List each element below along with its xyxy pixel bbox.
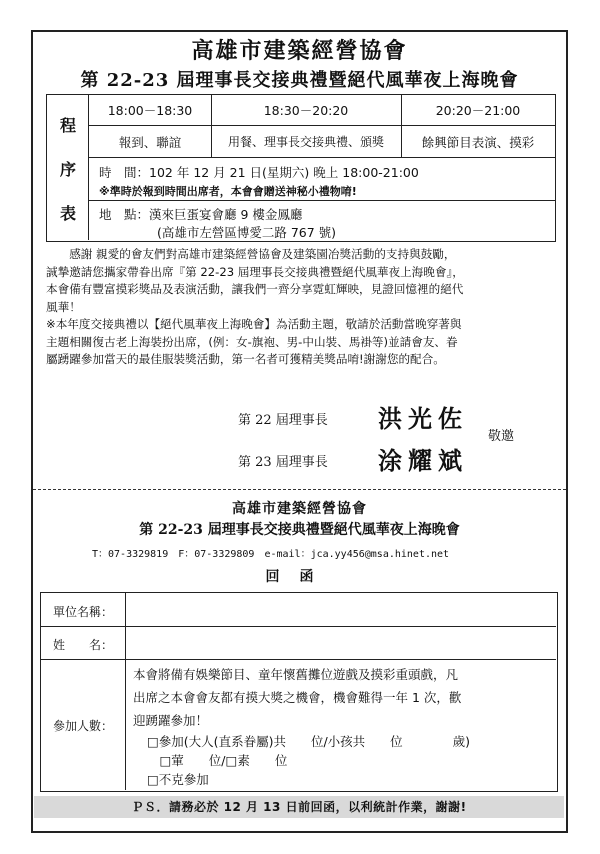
paragraph-line: 風華！ xyxy=(46,299,81,314)
event-place xyxy=(99,205,302,223)
time-slot-3: 20:20－21:00 xyxy=(435,103,521,118)
time-slot-2: 18:30－20:20 xyxy=(263,103,349,118)
form-description-line: 迎踴躍參加！ xyxy=(133,713,209,728)
attendee-name-field[interactable] xyxy=(127,628,553,657)
paragraph-line: 屬踴躍參加當天的最佳服裝獎活動，第一名者可獲精美獎品唷!謝謝您的配合。 xyxy=(46,352,445,366)
signer-2-name: 涂耀斌 xyxy=(378,446,468,475)
form-divider xyxy=(41,659,556,660)
side-char-1: 程 xyxy=(59,116,76,135)
reply-title: 回函 xyxy=(265,569,334,585)
paragraph-line: ※本年度交接典禮以【絕代風華夜上海晚會】為活動主題，敬請於活動當晚穿著與 xyxy=(46,317,462,331)
attendee-count-label: 參加人數： xyxy=(52,719,113,733)
event-time xyxy=(99,163,419,181)
cut-line xyxy=(33,489,566,490)
decline-option-checkbox[interactable]: □不克參加 xyxy=(147,772,209,787)
time-label: 時 間： xyxy=(99,165,150,180)
activity-3: 餘興節目表演、摸彩 xyxy=(421,134,535,150)
form-divider xyxy=(41,626,556,627)
event-title: 第 22-23 屆理事長交接典禮暨絕代風華夜上海晚會 xyxy=(80,70,519,91)
side-char-3: 表 xyxy=(59,204,76,223)
schedule-table xyxy=(46,94,556,242)
reply-event-title: 第 22-23 屆理事長交接典禮暨絕代風華夜上海晚會 xyxy=(139,522,460,538)
activity-2: 用餐、理事長交接典禮、頒獎 xyxy=(227,135,384,149)
attend-option-checkbox[interactable]: □參加(大人(直系眷屬)共 位/小孩共 位 歲) xyxy=(147,734,471,749)
ps-notice: ＰＳ．請務必於 12 月 13 日前回函，以利統計作業，謝謝! xyxy=(34,796,564,818)
form-divider xyxy=(125,593,126,790)
attendee-name-label: 姓 名： xyxy=(52,638,113,652)
reply-form xyxy=(40,592,558,792)
time-slot-1: 18:00－18:30 xyxy=(107,103,193,118)
form-description-line: 出席之本會會友都有摸大獎之機會，機會難得一年 1 次，歡 xyxy=(133,690,462,705)
gift-note: ※準時於報到時間出席者，本會會贈送神秘小禮物唷! xyxy=(99,185,357,198)
schedule-divider xyxy=(89,157,555,158)
signer-1-label: 第 22 屆理事長 xyxy=(238,413,328,428)
form-description-line: 本會將備有娛樂節目、童年懷舊攤位遊戲及摸彩重頭戲，凡 xyxy=(133,667,459,682)
place-value: 漢來巨蛋宴會廳 9 樓金鳳廳 xyxy=(149,207,303,222)
paragraph-line: 感謝 親愛的會友們對高雄市建築經營協會及建築園冶獎活動的支持與鼓勵， xyxy=(46,247,456,261)
event-address: (高雄市左營區博愛二路 767 號) xyxy=(157,225,337,240)
unit-name-field[interactable] xyxy=(127,595,553,624)
reply-org-title: 高雄市建築經營協會 xyxy=(232,501,367,517)
paragraph-line: 本會備有豐富摸彩獎品及表演活動，讓我們一齊分享霓虹輝映，見證回憶裡的絕代 xyxy=(46,282,464,296)
paragraph-line: 主題相關復古老上海裝扮出席，(例：女-旗袍、男-中山裝、馬褂等)並請會友、眷 xyxy=(46,334,458,349)
signer-2-label: 第 23 屆理事長 xyxy=(238,455,328,470)
side-char-2: 序 xyxy=(59,160,76,179)
schedule-side-label xyxy=(47,95,89,240)
activity-1: 報到、聯誼 xyxy=(118,134,182,150)
meal-option-checkbox[interactable]: □葷 位/□素 位 xyxy=(147,753,288,768)
contact-info: T：07-3329819 F：07-3329809 e-mail：jca.yy456@msa.hinet.net xyxy=(92,549,450,560)
schedule-divider xyxy=(89,200,555,201)
time-value: 102 年 12 月 21 日(星期六) 晚上 18:00-21:00 xyxy=(149,165,419,180)
signer-1-name: 洪光佐 xyxy=(378,404,468,433)
unit-name-label: 單位名稱： xyxy=(52,605,113,619)
invitation-paragraph xyxy=(46,246,556,369)
paragraph-line: 誠摯邀請您攜家帶眷出席『第 22-23 屆理事長交接典禮暨絕代風華夜上海晚會』， xyxy=(46,264,464,279)
association-title: 高雄市建築經營協會 xyxy=(191,38,408,64)
place-label: 地 點： xyxy=(99,207,150,222)
closing-text: 敬邀 xyxy=(488,429,515,444)
